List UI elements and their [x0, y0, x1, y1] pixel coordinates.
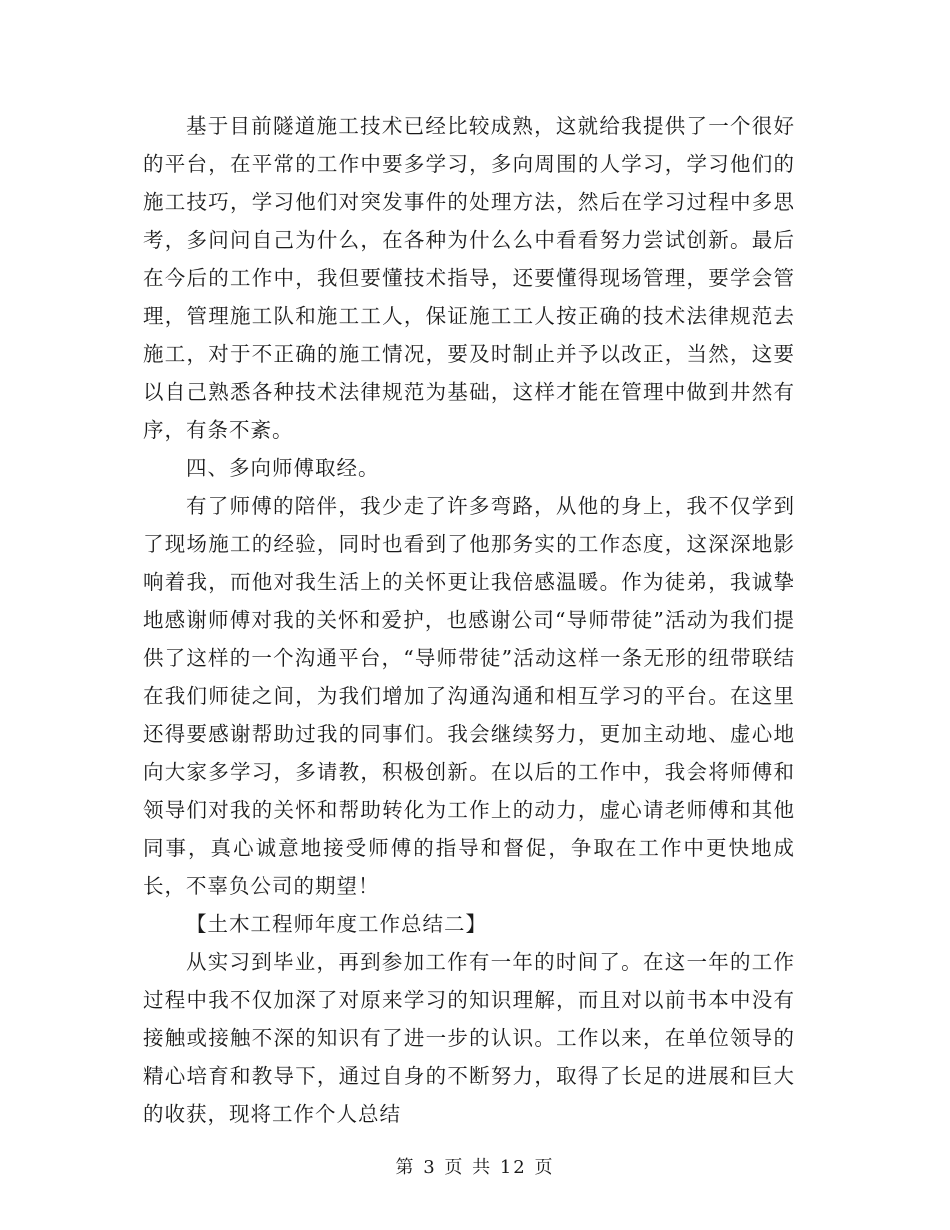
page-number-footer: 第 3 页 共 12 页 — [395, 1157, 555, 1178]
document-body — [143, 107, 795, 1133]
paragraph-mentor-gratitude: 有了师傅的陪伴，我少走了许多弯路，从他的身上，我不仅学到了现场施工的经验，同时也看到了他那务实的工作态度，这深深地影响着我，而他对我生活上的关怀更让我倍感温暖。作为徒弟，我诚挚地感谢师傅对我的关怀和爱护，也感谢公司“导师带徒”活动为我们提供了这样的一个沟通平台，“导师带徒”活动这样一条无形的纽带联结在我们师徒之间，为我们增加了沟通沟通和相互学习的平台。在这里还得要感谢帮助过我的同事们。我会继续努力，更加主动地、虚心地向大家多学习，多请教，积极创新。在以后的工作中，我会将师傅和领导们对我的关怀和帮助转化为工作上的动力，虚心请老师傅和其他同事，真心诚意地接受师傅的指导和督促，争取在工作中更快地成长，不辜负公司的期望！ — [143, 494, 795, 898]
section-heading-learn-from-mentor: 四、多向师傅取经。 — [186, 456, 380, 480]
paragraph-construction-technique: 基于目前隧道施工技术已经比较成熟，这就给我提供了一个很好的平台，在平常的工作中要多学习，多向周围的人学习，学习他们的施工技巧，学习他们对突发事件的处理方法，然后在学习过程中多思考，多问问自己为什么，在各种为什么么中看看努力尝试创新。最后在今后的工作中，我但要懂技术指导，还要懂得现场管理，要学会管理，管理施工队和施工工人，保证施工工人按正确的技术法律规范去施工，对于不正确的施工情况，要及时制止并予以改正，当然，这要以自己熟悉各种技术法律规范为基础，这样才能在管理中做到井然有序，有条不紊。 — [143, 114, 795, 442]
paragraph-internship-summary: 从实习到毕业，再到参加工作有一年的时间了。在这一年的工作过程中我不仅加深了对原来学习的知识理解，而且对以前书本中没有接触或接触不深的知识有了进一步的认识。工作以来，在单位领导的精心培育和教导下，通过自身的不断努力，取得了长足的进展和巨大的收获，现将工作个人总结 — [143, 950, 795, 1126]
section-heading-summary-two: 【土木工程师年度工作总结二】 — [186, 912, 487, 936]
